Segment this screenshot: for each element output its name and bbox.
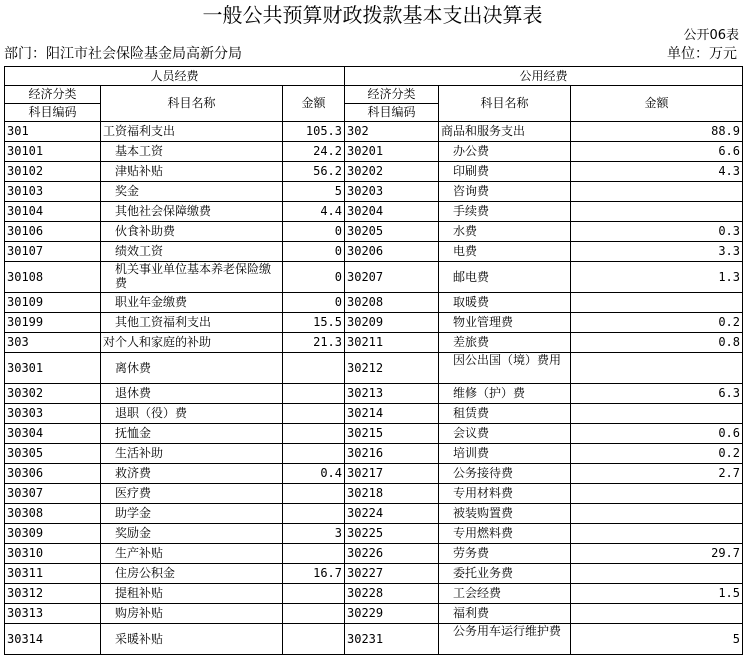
subject-code-left: 30109 (5, 293, 101, 313)
amount-right (571, 524, 743, 544)
subject-name-right: 租赁费 (439, 404, 571, 424)
amount-left: 15.5 (283, 313, 345, 333)
subject-code-right: 30209 (345, 313, 439, 333)
amount-left: 105.3 (283, 122, 345, 142)
econ-class-header-right: 经济分类 (345, 86, 439, 104)
department-label: 部门： (4, 46, 46, 62)
subject-code-left: 30108 (5, 262, 101, 293)
amount-left: 24.2 (283, 142, 345, 162)
amount-left (283, 444, 345, 464)
subject-name-right: 福利费 (439, 604, 571, 624)
table-row (5, 182, 743, 202)
table-row (5, 293, 743, 313)
subject-code-right: 30212 (345, 353, 439, 384)
subject-name-left: 其他社会保障缴费 (101, 202, 283, 222)
subject-name-right: 电费 (439, 242, 571, 262)
subject-name-right: 办公费 (439, 142, 571, 162)
amount-right: 6.6 (571, 142, 743, 162)
subject-code-right: 30202 (345, 162, 439, 182)
table-row (5, 142, 743, 162)
subject-code-right: 30213 (345, 384, 439, 404)
amount-right (571, 202, 743, 222)
subject-name-header-left: 科目名称 (101, 86, 283, 122)
subject-name-left: 对个人和家庭的补助 (101, 333, 283, 353)
table-row (5, 564, 743, 584)
amount-left (283, 353, 345, 384)
subject-code-left: 30303 (5, 404, 101, 424)
amount-left: 4.4 (283, 202, 345, 222)
subject-name-left: 职业年金缴费 (101, 293, 283, 313)
amount-right (571, 353, 743, 384)
table-row (5, 524, 743, 544)
amount-left: 0 (283, 222, 345, 242)
amount-right (571, 484, 743, 504)
table-row (5, 262, 743, 293)
subject-name-right: 水费 (439, 222, 571, 242)
page-title: 一般公共预算财政拨款基本支出决算表 (202, 3, 543, 27)
subject-code-left: 301 (5, 122, 101, 142)
amount-left (283, 624, 345, 655)
subject-name-left: 绩效工资 (101, 242, 283, 262)
subject-code-left: 303 (5, 333, 101, 353)
table-row (5, 353, 743, 384)
subject-code-left: 30103 (5, 182, 101, 202)
subject-code-right: 30231 (345, 624, 439, 655)
subject-code-right: 30203 (345, 182, 439, 202)
subject-name-right: 劳务费 (439, 544, 571, 564)
subject-name-left: 离休费 (101, 353, 283, 384)
amount-left: 0.4 (283, 464, 345, 484)
table-row (5, 584, 743, 604)
subject-code-left: 30301 (5, 353, 101, 384)
subject-code-right: 30224 (345, 504, 439, 524)
subject-code-left: 30302 (5, 384, 101, 404)
subject-name-left: 伙食补助费 (101, 222, 283, 242)
subject-code-left: 30102 (5, 162, 101, 182)
subject-name-right: 维修（护）费 (439, 384, 571, 404)
amount-right: 1.3 (571, 262, 743, 293)
amount-header-left: 金额 (283, 86, 345, 122)
amount-left: 0 (283, 293, 345, 313)
amount-right (571, 293, 743, 313)
subject-code-left: 30304 (5, 424, 101, 444)
amount-right: 0.6 (571, 424, 743, 444)
table-row (5, 544, 743, 564)
table-row (5, 242, 743, 262)
subject-code-right: 30217 (345, 464, 439, 484)
subject-name-left: 采暖补贴 (101, 624, 283, 655)
table-row (5, 222, 743, 242)
subject-code-left: 30310 (5, 544, 101, 564)
amount-left (283, 424, 345, 444)
amount-right: 0.8 (571, 333, 743, 353)
subject-code-right: 30225 (345, 524, 439, 544)
table-row (5, 424, 743, 444)
subject-code-right: 30218 (345, 484, 439, 504)
subject-name-right: 被装购置费 (439, 504, 571, 524)
subject-name-right: 印刷费 (439, 162, 571, 182)
subject-code-right: 302 (345, 122, 439, 142)
amount-right: 88.9 (571, 122, 743, 142)
amount-left (283, 384, 345, 404)
amount-left: 0 (283, 242, 345, 262)
subject-name-right: 物业管理费 (439, 313, 571, 333)
subject-code-right: 30229 (345, 604, 439, 624)
subject-name-left: 购房补贴 (101, 604, 283, 624)
unit-label: 单位：万元 (667, 46, 737, 62)
amount-right (571, 604, 743, 624)
table-row (5, 604, 743, 624)
subject-code-left: 30308 (5, 504, 101, 524)
subject-name-right: 商品和服务支出 (439, 122, 571, 142)
table-row (5, 504, 743, 524)
amount-right: 1.5 (571, 584, 743, 604)
amount-left (283, 544, 345, 564)
subject-code-right: 30216 (345, 444, 439, 464)
subject-name-left: 助学金 (101, 504, 283, 524)
subject-code-right: 30201 (345, 142, 439, 162)
amount-right: 3.3 (571, 242, 743, 262)
subject-name-right: 专用燃料费 (439, 524, 571, 544)
table-row (5, 624, 743, 655)
amount-right (571, 564, 743, 584)
subject-name-right: 咨询费 (439, 182, 571, 202)
subject-name-right: 手续费 (439, 202, 571, 222)
subject-code-left: 30199 (5, 313, 101, 333)
table-row (5, 404, 743, 424)
table-row (5, 464, 743, 484)
subject-code-left: 30101 (5, 142, 101, 162)
subject-code-left: 30307 (5, 484, 101, 504)
expenditure-table (4, 66, 743, 655)
table-row (5, 313, 743, 333)
subject-name-left: 抚恤金 (101, 424, 283, 444)
subject-code-left: 30305 (5, 444, 101, 464)
amount-left (283, 504, 345, 524)
amount-right: 0.2 (571, 444, 743, 464)
table-row (5, 484, 743, 504)
subject-code-left: 30314 (5, 624, 101, 655)
amount-left (283, 484, 345, 504)
table-row (5, 162, 743, 182)
amount-right (571, 404, 743, 424)
amount-left (283, 604, 345, 624)
amount-left: 0 (283, 262, 345, 293)
subject-name-left: 工资福利支出 (101, 122, 283, 142)
amount-left (283, 584, 345, 604)
subject-name-right: 委托业务费 (439, 564, 571, 584)
subject-name-header-right: 科目名称 (439, 86, 571, 122)
subject-code-header-right: 科目编码 (345, 104, 439, 122)
subject-name-left: 住房公积金 (101, 564, 283, 584)
subject-name-left: 奖金 (101, 182, 283, 202)
subject-name-right: 会议费 (439, 424, 571, 444)
amount-right: 29.7 (571, 544, 743, 564)
subject-name-right: 培训费 (439, 444, 571, 464)
subject-name-right: 因公出国（境）费用 (439, 353, 571, 384)
subject-code-right: 30207 (345, 262, 439, 293)
subject-name-left: 基本工资 (101, 142, 283, 162)
subject-name-left: 生活补助 (101, 444, 283, 464)
subject-name-left: 退休费 (101, 384, 283, 404)
subject-code-left: 30309 (5, 524, 101, 544)
department-name: 阳江市社会保险基金局高新分局 (46, 46, 242, 62)
subject-name-right: 工会经费 (439, 584, 571, 604)
subject-name-left: 救济费 (101, 464, 283, 484)
subject-code-left: 30104 (5, 202, 101, 222)
subject-code-left: 30107 (5, 242, 101, 262)
subject-code-right: 30205 (345, 222, 439, 242)
amount-header-right: 金额 (571, 86, 743, 122)
subject-code-right: 30228 (345, 584, 439, 604)
subject-name-right: 公务用车运行维护费 (439, 624, 571, 655)
subject-name-left: 其他工资福利支出 (101, 313, 283, 333)
amount-right: 6.3 (571, 384, 743, 404)
subject-code-right: 30204 (345, 202, 439, 222)
table-row (5, 202, 743, 222)
subject-code-left: 30312 (5, 584, 101, 604)
amount-right: 4.3 (571, 162, 743, 182)
subject-code-left: 30313 (5, 604, 101, 624)
amount-right: 5 (571, 624, 743, 655)
subject-code-right: 30226 (345, 544, 439, 564)
table-row (5, 122, 743, 142)
subject-code-right: 30214 (345, 404, 439, 424)
subject-name-left: 奖励金 (101, 524, 283, 544)
subject-code-left: 30306 (5, 464, 101, 484)
subject-name-right: 取暖费 (439, 293, 571, 313)
subject-name-left: 津贴补贴 (101, 162, 283, 182)
amount-left: 21.3 (283, 333, 345, 353)
subject-name-left: 医疗费 (101, 484, 283, 504)
subject-code-right: 30227 (345, 564, 439, 584)
subject-name-left: 机关事业单位基本养老保险缴费 (101, 262, 283, 293)
subject-code-left: 30106 (5, 222, 101, 242)
amount-left: 56.2 (283, 162, 345, 182)
amount-left (283, 404, 345, 424)
group-header-personnel: 人员经费 (5, 67, 345, 86)
table-row (5, 444, 743, 464)
subject-name-left: 提租补贴 (101, 584, 283, 604)
subject-name-left: 退职（役）费 (101, 404, 283, 424)
econ-class-header-left: 经济分类 (5, 86, 101, 104)
amount-left: 16.7 (283, 564, 345, 584)
subject-code-right: 30211 (345, 333, 439, 353)
table-row (5, 333, 743, 353)
amount-right (571, 182, 743, 202)
amount-left: 3 (283, 524, 345, 544)
table-row (5, 384, 743, 404)
subject-code-header-left: 科目编码 (5, 104, 101, 122)
subject-name-right: 差旅费 (439, 333, 571, 353)
subject-name-right: 公务接待费 (439, 464, 571, 484)
form-number: 公开06表 (683, 28, 739, 43)
subject-code-right: 30208 (345, 293, 439, 313)
group-header-public: 公用经费 (345, 67, 743, 86)
department (4, 44, 242, 64)
amount-right: 0.2 (571, 313, 743, 333)
amount-right: 0.3 (571, 222, 743, 242)
subject-name-left: 生产补贴 (101, 544, 283, 564)
subject-code-right: 30206 (345, 242, 439, 262)
subject-name-right: 邮电费 (439, 262, 571, 293)
amount-left: 5 (283, 182, 345, 202)
amount-right: 2.7 (571, 464, 743, 484)
subject-code-right: 30215 (345, 424, 439, 444)
subject-code-left: 30311 (5, 564, 101, 584)
subject-name-right: 专用材料费 (439, 484, 571, 504)
amount-right (571, 504, 743, 524)
